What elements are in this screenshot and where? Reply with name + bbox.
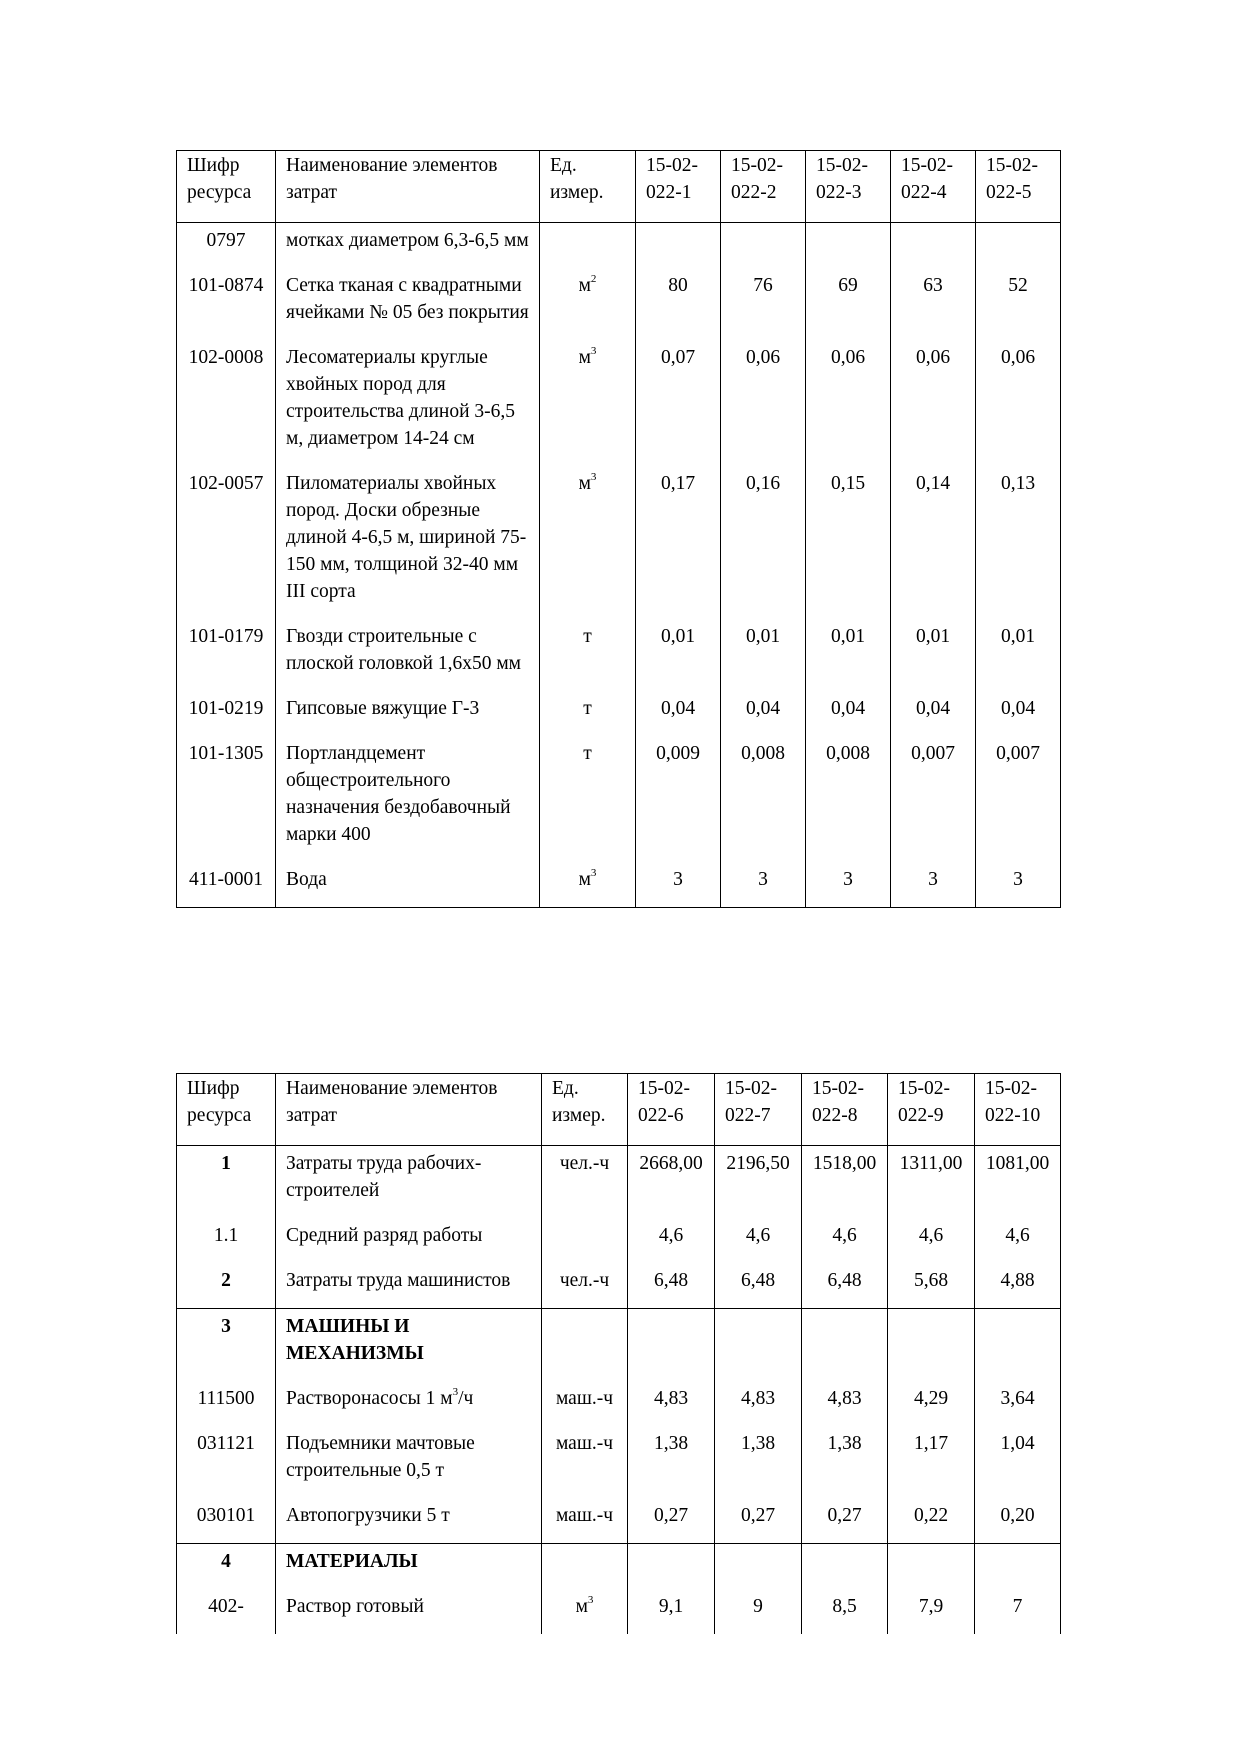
value-cell: 1,04 (975, 1426, 1061, 1498)
value-cell: 4,6 (802, 1218, 888, 1263)
unit-cell (542, 1589, 628, 1634)
resource-name-text: Затраты труда машинистов (286, 1270, 511, 1291)
value-cell: 2668,00 (628, 1146, 715, 1219)
value-cell: 1,38 (628, 1426, 715, 1498)
value-cell: 0,009 (636, 736, 721, 862)
resource-name (276, 1263, 542, 1309)
value-cell: 4,29 (888, 1381, 975, 1426)
table-row (177, 1498, 1061, 1544)
name-superscript: 3 (452, 1385, 459, 1398)
resource-code: 1.1 (177, 1218, 276, 1263)
value-cell: 63 (891, 268, 976, 340)
value-cell: 4,83 (802, 1381, 888, 1426)
resource-name (276, 1309, 542, 1382)
header-cell: 15-02-022-3 (806, 151, 891, 223)
resource-name-text: Растворонасосы 1 м (286, 1388, 453, 1409)
resource-name (276, 1498, 542, 1544)
resource-code: 102-0008 (177, 340, 276, 466)
value-cell (628, 1544, 715, 1590)
resource-code: 411-0001 (177, 862, 276, 908)
resource-name (276, 1381, 542, 1426)
value-cell: 6,48 (802, 1263, 888, 1309)
value-cell: 0,27 (802, 1498, 888, 1544)
value-cell: 0,01 (806, 619, 891, 691)
value-cell: 6,48 (715, 1263, 802, 1309)
unit-cell (542, 1263, 628, 1309)
resource-name-text: Вода (286, 869, 327, 890)
value-cell: 0,008 (721, 736, 806, 862)
value-cell: 0,06 (976, 340, 1061, 466)
value-cell: 3 (891, 862, 976, 908)
table-row (177, 1589, 1061, 1634)
resource-code: 1 (177, 1146, 276, 1219)
resource-name-text: Раствор готовый (286, 1596, 424, 1617)
unit-text: т (583, 743, 592, 764)
value-cell: 1081,00 (975, 1146, 1061, 1219)
value-cell: 80 (636, 268, 721, 340)
resource-code: 102-0057 (177, 466, 276, 619)
resource-name-text: МАШИНЫ И МЕХАНИЗМЫ (286, 1316, 424, 1364)
value-cell: 1311,00 (888, 1146, 975, 1219)
resource-name-text: МАТЕРИАЛЫ (286, 1551, 418, 1572)
value-cell: 69 (806, 268, 891, 340)
name-tail: /ч (458, 1388, 474, 1409)
unit-superscript: 2 (590, 272, 597, 285)
value-cell: 0,04 (976, 691, 1061, 736)
value-cell: 0,16 (721, 466, 806, 619)
value-cell: 0,14 (891, 466, 976, 619)
value-cell: 0,04 (636, 691, 721, 736)
value-cell: 3 (976, 862, 1061, 908)
value-cell: 0,01 (976, 619, 1061, 691)
value-cell: 1,38 (715, 1426, 802, 1498)
value-cell: 0,007 (976, 736, 1061, 862)
unit-text: м (575, 1596, 588, 1617)
unit-text: м (578, 473, 591, 494)
unit-text: чел.-ч (559, 1153, 610, 1174)
value-cell: 3 (721, 862, 806, 908)
resource-code: 030101 (177, 1498, 276, 1544)
unit-superscript: 3 (587, 1593, 594, 1606)
resource-name (276, 1426, 542, 1498)
table-row (177, 1146, 1061, 1219)
resource-name-text: Подъемники мачтовые строительные 0,5 т (286, 1433, 475, 1481)
value-cell: 0,27 (628, 1498, 715, 1544)
unit-superscript: 3 (590, 344, 597, 357)
resource-code: 402- (177, 1589, 276, 1634)
value-cell: 0,01 (636, 619, 721, 691)
value-cell (975, 1544, 1061, 1590)
header-cell: Наименование элементов затрат (276, 151, 540, 223)
value-cell: 1,17 (888, 1426, 975, 1498)
table-row (177, 1426, 1061, 1498)
resource-name (276, 1544, 542, 1590)
resource-name (276, 1218, 542, 1263)
header-cell: 15-02-022-2 (721, 151, 806, 223)
value-cell: 4,83 (628, 1381, 715, 1426)
header-cell: Ед. измер. (542, 1074, 628, 1146)
resource-name-text: Автопогрузчики 5 т (286, 1505, 450, 1526)
resource-name-text: Сетка тканая с квадратными ячейками № 05 без покрытия (286, 275, 529, 323)
unit-text: чел.-ч (559, 1270, 610, 1291)
unit-text: маш.-ч (555, 1505, 614, 1526)
table-row (177, 1218, 1061, 1263)
unit-cell (542, 1544, 628, 1590)
resource-code: 031121 (177, 1426, 276, 1498)
value-cell: 0,008 (806, 736, 891, 862)
unit-cell (542, 1426, 628, 1498)
value-cell: 0,15 (806, 466, 891, 619)
unit-cell (542, 1218, 628, 1263)
unit-text: т (583, 626, 592, 647)
value-cell: 3 (636, 862, 721, 908)
value-cell: 2196,50 (715, 1146, 802, 1219)
header-cell: Шифр ресурса (177, 151, 276, 223)
resource-name-text: Пиломатериалы хвойных пород. Доски обрезные длиной 4-6,5 м, шириной 75-150 мм, толщиной 32-40 мм III сорта (286, 473, 527, 602)
value-cell: 76 (721, 268, 806, 340)
value-cell: 3 (806, 862, 891, 908)
value-cell (888, 1544, 975, 1590)
value-cell: 9 (715, 1589, 802, 1634)
header-cell: Ед. измер. (540, 151, 636, 223)
header-cell: Шифр ресурса (177, 1074, 276, 1146)
value-cell (975, 1309, 1061, 1382)
value-cell (715, 1309, 802, 1382)
value-cell: 3,64 (975, 1381, 1061, 1426)
value-cell: 0,22 (888, 1498, 975, 1544)
resource-name-text: Средний разряд работы (286, 1225, 483, 1246)
table-row (177, 1381, 1061, 1426)
unit-text: маш.-ч (555, 1433, 614, 1454)
resource-name-text: мотках диаметром 6,3-6,5 мм (286, 230, 529, 251)
header-cell: 15-02-022-10 (975, 1074, 1061, 1146)
unit-cell (542, 1498, 628, 1544)
resource-code: 111500 (177, 1381, 276, 1426)
value-cell: 0,04 (891, 691, 976, 736)
value-cell (802, 1544, 888, 1590)
value-cell: 9,1 (628, 1589, 715, 1634)
resource-code: 2 (177, 1263, 276, 1309)
value-cell: 4,6 (628, 1218, 715, 1263)
value-cell: 0,06 (721, 340, 806, 466)
value-cell: 8,5 (802, 1589, 888, 1634)
header-cell: 15-02-022-5 (976, 151, 1061, 223)
value-cell: 7 (975, 1589, 1061, 1634)
value-cell: 7,9 (888, 1589, 975, 1634)
table-row (177, 1544, 1061, 1590)
resource-name (276, 1146, 542, 1219)
value-cell: 5,68 (888, 1263, 975, 1309)
value-cell: 0,17 (636, 466, 721, 619)
unit-cell (542, 1146, 628, 1219)
value-cell: 0,20 (975, 1498, 1061, 1544)
unit-text: маш.-ч (555, 1388, 614, 1409)
resource-table-2 (176, 1073, 1061, 1634)
unit-text: м (578, 275, 591, 296)
value-cell (888, 1309, 975, 1382)
header-cell: 15-02-022-6 (628, 1074, 715, 1146)
resource-name-text: Лесоматериалы круглые хвойных пород для строительства длиной 3-6,5 м, диаметром 14-24 см (286, 347, 516, 449)
table-row (177, 1263, 1061, 1309)
header-cell: Наименование элементов затрат (276, 1074, 542, 1146)
resource-code: 3 (177, 1309, 276, 1382)
value-cell: 0,01 (721, 619, 806, 691)
unit-text: м (578, 869, 591, 890)
value-cell: 0,007 (891, 736, 976, 862)
header-cell: 15-02-022-9 (888, 1074, 975, 1146)
table-row (177, 1309, 1061, 1382)
unit-cell (542, 1381, 628, 1426)
header-cell: 15-02-022-8 (802, 1074, 888, 1146)
value-cell: 0,27 (715, 1498, 802, 1544)
unit-text: т (583, 698, 592, 719)
value-cell: 4,88 (975, 1263, 1061, 1309)
resource-name (276, 1589, 542, 1634)
table-header-row (177, 1074, 1061, 1146)
value-cell: 4,6 (888, 1218, 975, 1263)
value-cell: 0,04 (806, 691, 891, 736)
resource-code: 0797 (177, 223, 276, 269)
unit-cell (542, 1309, 628, 1382)
resource-name-text: Гипсовые вяжущие Г-3 (286, 698, 480, 719)
value-cell: 1,38 (802, 1426, 888, 1498)
resource-code: 101-1305 (177, 736, 276, 862)
value-cell: 6,48 (628, 1263, 715, 1309)
value-cell: 52 (976, 268, 1061, 340)
resource-name-text: Затраты труда рабочих-строителей (286, 1153, 482, 1201)
header-cell: 15-02-022-7 (715, 1074, 802, 1146)
unit-superscript: 3 (590, 866, 597, 879)
value-cell: 0,06 (806, 340, 891, 466)
value-cell (715, 1544, 802, 1590)
resource-code: 101-0874 (177, 268, 276, 340)
value-cell: 0,13 (976, 466, 1061, 619)
value-cell: 0,04 (721, 691, 806, 736)
header-cell: 15-02-022-1 (636, 151, 721, 223)
value-cell: 1518,00 (802, 1146, 888, 1219)
resource-code: 4 (177, 1544, 276, 1590)
header-cell: 15-02-022-4 (891, 151, 976, 223)
value-cell: 0,07 (636, 340, 721, 466)
resource-name-text: Портландцемент общестроительного назначения бездобавочный марки 400 (286, 743, 511, 845)
unit-text: м (578, 347, 591, 368)
unit-superscript: 3 (590, 470, 597, 483)
resource-code: 101-0219 (177, 691, 276, 736)
value-cell: 0,01 (891, 619, 976, 691)
resource-code: 101-0179 (177, 619, 276, 691)
value-cell: 4,6 (975, 1218, 1061, 1263)
value-cell: 0,06 (891, 340, 976, 466)
resource-name-text: Гвозди строительные с плоской головкой 1,6х50 мм (286, 626, 522, 674)
value-cell (628, 1309, 715, 1382)
value-cell: 4,6 (715, 1218, 802, 1263)
value-cell: 4,83 (715, 1381, 802, 1426)
value-cell (802, 1309, 888, 1382)
